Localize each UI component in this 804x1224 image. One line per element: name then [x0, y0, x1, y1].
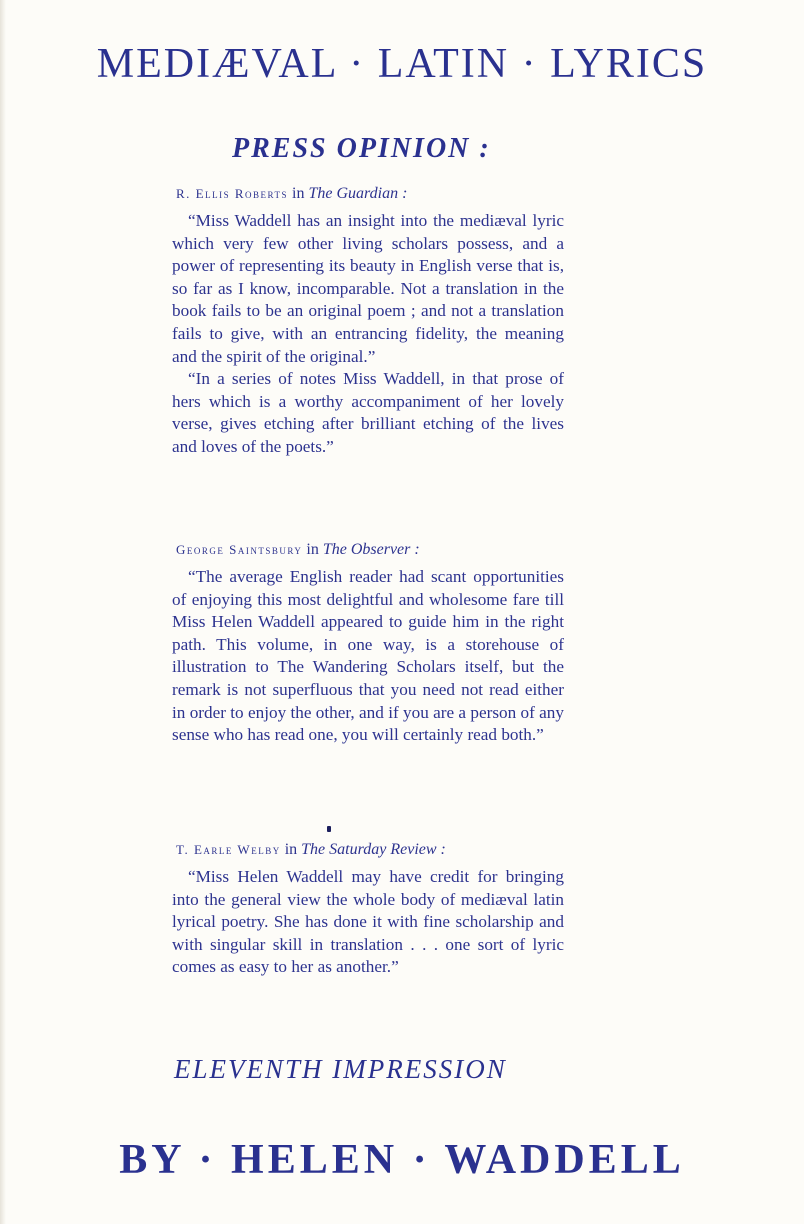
reviewer-name: T. Earle Welby — [176, 842, 281, 857]
impression-label: ELEVENTH IMPRESSION — [174, 1054, 507, 1084]
press-opinion-heading: PRESS OPINION : — [232, 133, 491, 164]
author-line: BY · HELEN · WADDELL — [119, 1137, 685, 1183]
reviewer-name: George Saintsbury — [176, 542, 303, 557]
attribution-connector: in — [306, 541, 319, 558]
publication-name: The Guardian : — [308, 185, 408, 202]
publication-name: The Observer : — [322, 541, 420, 558]
book-title: MEDIÆVAL · LATIN · LYRICS — [96, 41, 708, 87]
review-attribution — [172, 184, 564, 204]
review-quote: “In a series of notes Miss Waddell, in that prose of hers which is a worthy accompaniment of her lovely verse, gives etching after brilliant etching of the lives and loves of the poets.” — [172, 369, 564, 456]
review-saturday-review — [172, 840, 564, 979]
ink-speck — [327, 826, 331, 832]
paper-edge-shadow — [0, 0, 6, 1224]
review-quote: “The average English reader had scant opportunities of enjoying this most delightful and wholesome fare till Miss Helen Waddell appeared to guide him in the right path. This volume, in one way, is a storehouse of illustration to The Wandering Scholars itself, but the remark is not superfluous that you need not read either in order to enjoy the other, and if you are a person of any sense who has read one, you will certainly read both.” — [172, 567, 564, 745]
attribution-connector: in — [284, 841, 298, 858]
review-quote: “Miss Helen Waddell may have credit for bringing into the general view the whole body of mediæval latin lyrical poetry. She has done it with fine scholarship and with singular skill in translation . . . one sort of lyric comes as easy to her as another.” — [172, 867, 564, 977]
reviewer-name: R. Ellis Roberts — [176, 186, 288, 201]
review-attribution — [172, 540, 564, 560]
attribution-connector: in — [292, 185, 305, 202]
review-quote: “Miss Waddell has an insight into the mediæval lyric which very few other living scholars possess, and a power of representing its beauty in English verse that is, so far as I know, incomparable. Not a translation in the book fails to be an original poem ; and not a translation fails to give, with an entrancing fidelity, the meaning and the spirit of the original.” — [172, 211, 564, 366]
review-attribution — [172, 840, 564, 860]
review-observer — [172, 540, 564, 747]
publication-name: The Saturday Review : — [301, 841, 446, 858]
review-guardian — [172, 184, 564, 459]
